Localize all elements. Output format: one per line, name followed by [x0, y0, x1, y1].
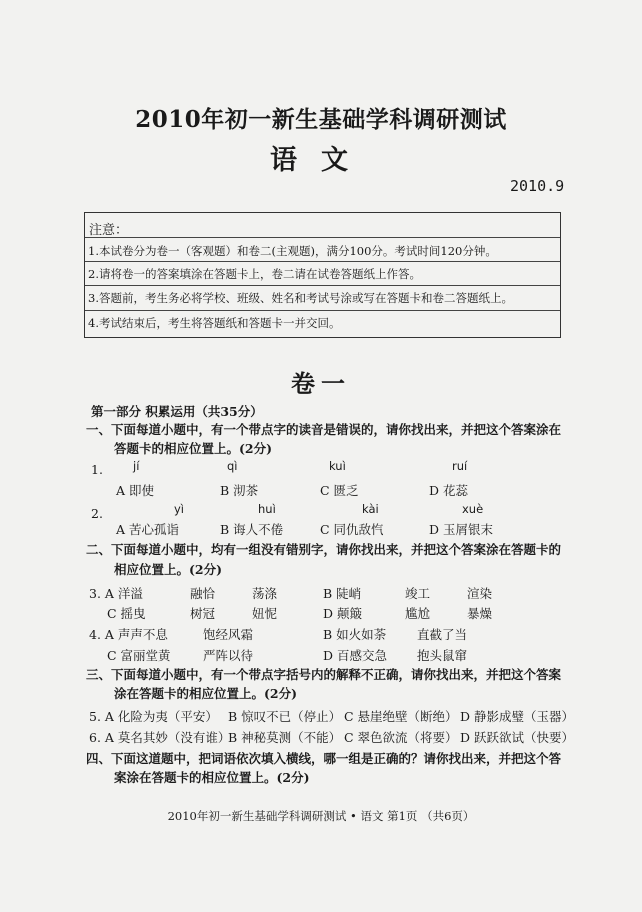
- option: 妞怩: [252, 606, 278, 621]
- notice-item-3: 3.答题前，考生务必将学校、班级、姓名和考试号涂或写在答题卡和卷二答题纸上。: [88, 291, 513, 305]
- pinyin: jí: [133, 459, 140, 473]
- section4-instruction: 四、下面这道题中，把词语依次填入横线，哪一组是正确的？请你找出来，并把这个答: [86, 751, 562, 766]
- pinyin: xuè: [462, 502, 484, 516]
- option: D 花蕊: [429, 483, 468, 498]
- option: D 跃跃欲试（快要）: [460, 730, 574, 745]
- option: 融恰: [190, 586, 216, 601]
- pinyin: yì: [174, 502, 185, 516]
- option: B 惊叹不已（停止）: [228, 709, 342, 724]
- part-title: 第一部分 积累运用（共35分）: [91, 404, 263, 419]
- option: 抱头鼠窜: [417, 648, 468, 663]
- option: 树冠: [190, 606, 216, 621]
- option: D 百感交急: [323, 648, 387, 663]
- section3-instruction: 三、下面每道小题中，有一个带点字括号内的解释不正确，请你找出来，并把这个答案: [86, 667, 562, 682]
- exam-date: 2010.9: [510, 177, 565, 195]
- exam-title: 2010年初一新生基础学科调研测试: [135, 106, 507, 133]
- notice-box: [84, 212, 561, 338]
- subject-title: 语文: [270, 145, 372, 176]
- pinyin: kuì: [329, 459, 346, 473]
- notice-heading: 注意：: [89, 223, 129, 238]
- option: 竣工: [405, 586, 431, 601]
- question-number: 2.: [91, 506, 103, 521]
- volume-title: 卷一: [291, 369, 351, 398]
- notice-item-4: 4.考试结束后，考生将答题纸和答题卡一并交回。: [88, 316, 341, 330]
- option: B 陡峭: [323, 586, 362, 601]
- option: 5. A 化险为夷（平安）: [89, 709, 218, 724]
- option: 渲染: [467, 586, 493, 601]
- option: C 悬崖绝壁（断绝）: [344, 709, 458, 724]
- section1-instruction: 一、下面每道小题中，有一个带点字的读音是错误的，请你找出来，并把这个答案涂在: [86, 422, 562, 437]
- option: D 玉屑银末: [429, 522, 493, 537]
- option: C 同仇敌忾: [320, 522, 384, 537]
- pinyin: ruí: [452, 459, 468, 473]
- option: B 诲人不倦: [220, 522, 284, 537]
- option: C 摇曳: [107, 606, 146, 621]
- option: B 沏茶: [220, 483, 259, 498]
- option: 3. A 洋溢: [89, 586, 143, 601]
- option: 严阵以待: [203, 648, 254, 663]
- divider: [85, 310, 560, 311]
- divider: [85, 285, 560, 286]
- divider: [85, 261, 560, 262]
- page-footer: 2010年初一新生基础学科调研测试 • 语文 第1页 （共6页）: [167, 809, 475, 823]
- divider: [85, 237, 560, 238]
- notice-item-1: 1.本试卷分为卷一（客观题）和卷二(主观题)，满分100分。考试时间120分钟。: [88, 244, 497, 258]
- option: 饱经风霜: [203, 627, 254, 642]
- notice-item-2: 2.请将卷一的答案填涂在答题卡上，卷二请在试卷答题纸上作答。: [88, 267, 421, 281]
- option: C 翠色欲流（将要）: [344, 730, 458, 745]
- pinyin: huì: [258, 502, 276, 516]
- option: 尴尬: [405, 606, 431, 621]
- option: B 神秘莫测（不能）: [228, 730, 342, 745]
- option: 荡涤: [252, 586, 278, 601]
- option: C 富丽堂黄: [107, 648, 171, 663]
- section3-instruction-cont: 涂在答题卡的相应位置上。(2分): [114, 686, 298, 701]
- section4-instruction-cont: 案涂在答题卡的相应位置上。(2分): [114, 770, 310, 785]
- option: 6. A 莫名其妙（没有谁）: [89, 730, 231, 745]
- option: D 颠簸: [323, 606, 362, 621]
- section2-instruction-cont: 相应位置上。(2分): [114, 562, 223, 577]
- pinyin: qì: [227, 459, 238, 473]
- section1-instruction-cont: 答题卡的相应位置上。(2分): [114, 441, 273, 456]
- option: D 静影成璧（玉器）: [460, 709, 574, 724]
- option: 暴燥: [467, 606, 493, 621]
- question-number: 1.: [91, 462, 103, 477]
- option: C 匮乏: [320, 483, 359, 498]
- option: 直截了当: [417, 627, 468, 642]
- section2-instruction: 二、下面每道小题中，均有一组没有错别字，请你找出来，并把这个答案涂在答题卡的: [86, 542, 562, 557]
- option: A 即使: [116, 483, 155, 498]
- pinyin: kài: [362, 502, 379, 516]
- option: B 如火如荼: [323, 627, 387, 642]
- option: A 苦心孤诣: [116, 522, 180, 537]
- option: 4. A 声声不息: [89, 627, 168, 642]
